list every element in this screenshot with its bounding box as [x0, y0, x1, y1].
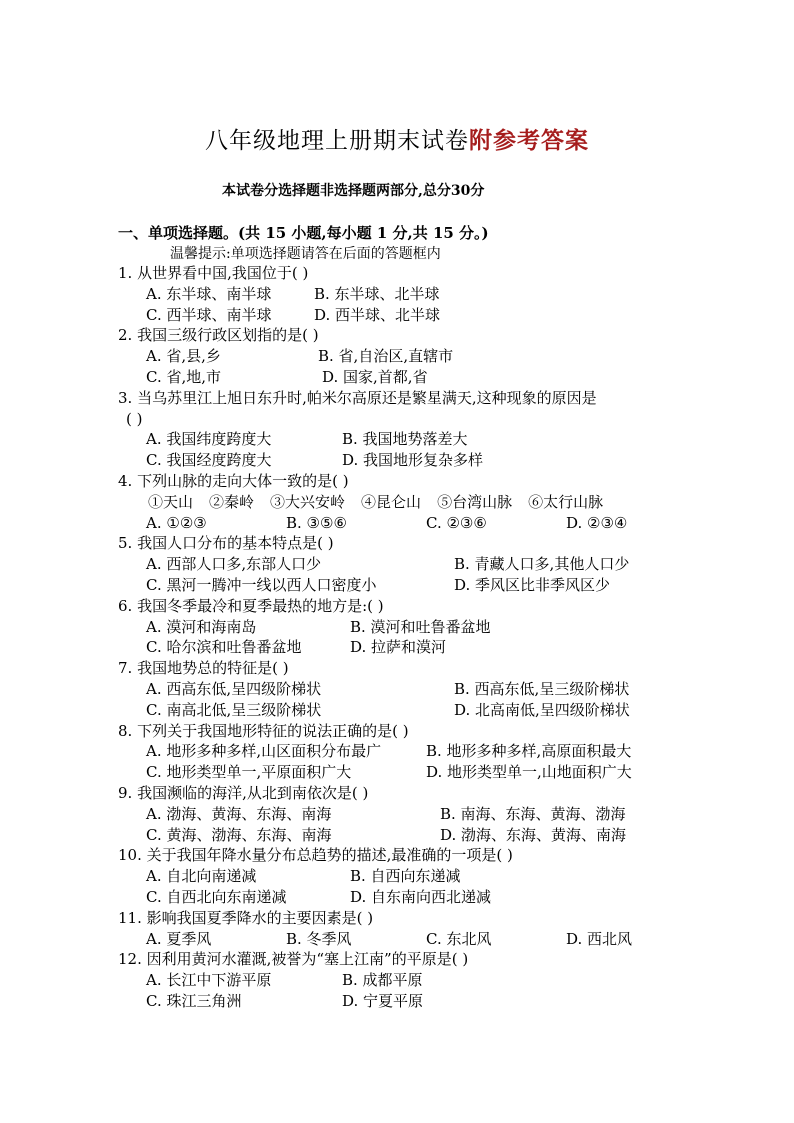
- option-c: C. 西半球、南半球: [146, 305, 272, 324]
- question-stem: 5. 我国人口分布的基本特点是( ): [118, 534, 334, 553]
- option-b: B. 我国地势落差大: [342, 430, 468, 449]
- option-a: A. 西部人口多,东部人口少: [146, 555, 322, 574]
- mountain-item: ③大兴安岭: [270, 492, 346, 511]
- section-tip: 温馨提示:单项选择题请答在后面的答题框内: [170, 246, 441, 262]
- option-c: C. 南高北低,呈三级阶梯状: [146, 700, 322, 719]
- mountain-item: ⑥太行山脉: [528, 492, 604, 511]
- question-5: [118, 533, 688, 595]
- option-b: B. 地形多种多样,高原面积最大: [426, 742, 632, 761]
- question-list: [118, 263, 688, 1012]
- question-1: [118, 263, 688, 325]
- option-b: B. 成都平原: [342, 971, 423, 990]
- option-d: D. 渤海、东海、黄海、南海: [440, 825, 627, 844]
- option-a: A. ①②③: [146, 513, 207, 532]
- option-a: A. 渤海、黄海、东海、南海: [146, 804, 332, 823]
- question-stem: 6. 我国冬季最冷和夏季最热的地方是:( ): [118, 596, 384, 615]
- option-b: B. ③⑤⑥: [286, 513, 347, 532]
- exam-subtitle: 本试卷分选择题非选择题两部分,总分30分: [222, 183, 485, 199]
- option-b: B. 青藏人口多,其他人口少: [454, 555, 630, 574]
- question-9: [118, 783, 688, 845]
- mountain-item: ④昆仑山: [361, 492, 422, 511]
- option-d: D. 自东南向西北递减: [350, 887, 492, 906]
- title-main: 八年级地理上册期末试卷: [205, 128, 469, 154]
- option-c: C. 省,地,市: [146, 367, 222, 386]
- option-d: D. 宁夏平原: [342, 991, 424, 1010]
- option-d: D. ②③④: [566, 513, 628, 532]
- option-c: C. 地形类型单一,平原面积广大: [146, 763, 352, 782]
- option-d: D. 地形类型单一,山地面积广大: [426, 763, 632, 782]
- question-11: [118, 908, 688, 950]
- question-stem: 9. 我国濒临的海洋,从北到南依次是( ): [118, 783, 369, 802]
- option-b: B. 西高东低,呈三级阶梯状: [454, 679, 630, 698]
- question-stem: 3. 当乌苏里江上旭日东升时,帕米尔高原还是繁星满天,这种现象的原因是: [118, 388, 597, 407]
- question-stem: 11. 影响我国夏季降水的主要因素是( ): [118, 908, 374, 927]
- option-a: A. 省,县,乡: [146, 347, 221, 366]
- option-b: B. 冬季风: [286, 929, 352, 948]
- option-d: D. 我国地形复杂多样: [342, 451, 484, 470]
- document-title: [0, 122, 794, 155]
- mountain-item: ⑤台湾山脉: [437, 492, 513, 511]
- option-d: D. 西半球、北半球: [314, 305, 441, 324]
- option-a: A. 漠河和海南岛: [146, 617, 257, 636]
- option-c: C. 黄海、渤海、东海、南海: [146, 825, 332, 844]
- question-stem: 12. 因利用黄河水灌溉,被誉为“塞上江南”的平原是( ): [118, 950, 469, 969]
- option-d: D. 季风区比非季风区少: [454, 575, 611, 594]
- option-a: A. 我国纬度跨度大: [146, 430, 272, 449]
- question-12: [118, 949, 688, 1011]
- option-c: C. 哈尔滨和吐鲁番盆地: [146, 638, 302, 657]
- mountain-item: ①天山: [148, 492, 194, 511]
- option-b: B. 自西向东递减: [350, 867, 461, 886]
- option-c: C. 黑河一腾冲一线以西人口密度小: [146, 575, 377, 594]
- option-a: A. 地形多种多样,山区面积分布最广: [146, 742, 382, 761]
- option-a: A. 东半球、南半球: [146, 284, 272, 303]
- option-c: C. 自西北向东南递减: [146, 887, 287, 906]
- option-a: A. 长江中下游平原: [146, 971, 272, 990]
- section-heading: 一、单项选择题。(共 15 小题,每小题 1 分,共 15 分。): [118, 224, 489, 242]
- answer-blank: ( ): [126, 409, 143, 428]
- option-d: D. 国家,首都,省: [322, 367, 428, 386]
- option-c: C. ②③⑥: [426, 513, 487, 532]
- question-10: [118, 845, 688, 907]
- option-c: C. 东北风: [426, 929, 492, 948]
- title-answer-note: 附参考答案: [469, 127, 589, 154]
- question-3: [118, 388, 688, 471]
- question-stem: 2. 我国三级行政区划指的是( ): [118, 326, 319, 345]
- option-a: A. 自北向南递减: [146, 867, 257, 886]
- option-c: C. 珠江三角洲: [146, 991, 242, 1010]
- question-8: [118, 721, 688, 783]
- question-2: [118, 325, 688, 387]
- option-b: B. 南海、东海、黄海、渤海: [440, 804, 626, 823]
- option-d: D. 西北风: [566, 929, 633, 948]
- question-stem: 7. 我国地势总的特征是( ): [118, 659, 289, 678]
- question-stem: 1. 从世界看中国,我国位于( ): [118, 264, 309, 282]
- option-d: D. 拉萨和漠河: [350, 638, 447, 657]
- question-7: [118, 658, 688, 720]
- question-stem: 4. 下列山脉的走向大体一致的是( ): [118, 471, 349, 490]
- question-stem: 10. 关于我国年降水量分布总趋势的描述,最准确的一项是( ): [118, 846, 513, 865]
- option-d: D. 北高南低,呈四级阶梯状: [454, 700, 630, 719]
- option-b: B. 省,自治区,直辖市: [318, 347, 454, 366]
- option-c: C. 我国经度跨度大: [146, 451, 272, 470]
- option-b: B. 漠河和吐鲁番盆地: [350, 617, 491, 636]
- question-4: [118, 471, 688, 533]
- question-stem: 8. 下列关于我国地形特征的说法正确的是( ): [118, 721, 409, 740]
- option-a: A. 西高东低,呈四级阶梯状: [146, 679, 322, 698]
- option-a: A. 夏季风: [146, 929, 212, 948]
- option-b: B. 东半球、北半球: [314, 284, 440, 303]
- question-6: [118, 596, 688, 658]
- mountain-list: [118, 492, 688, 513]
- mountain-item: ②秦岭: [209, 492, 255, 511]
